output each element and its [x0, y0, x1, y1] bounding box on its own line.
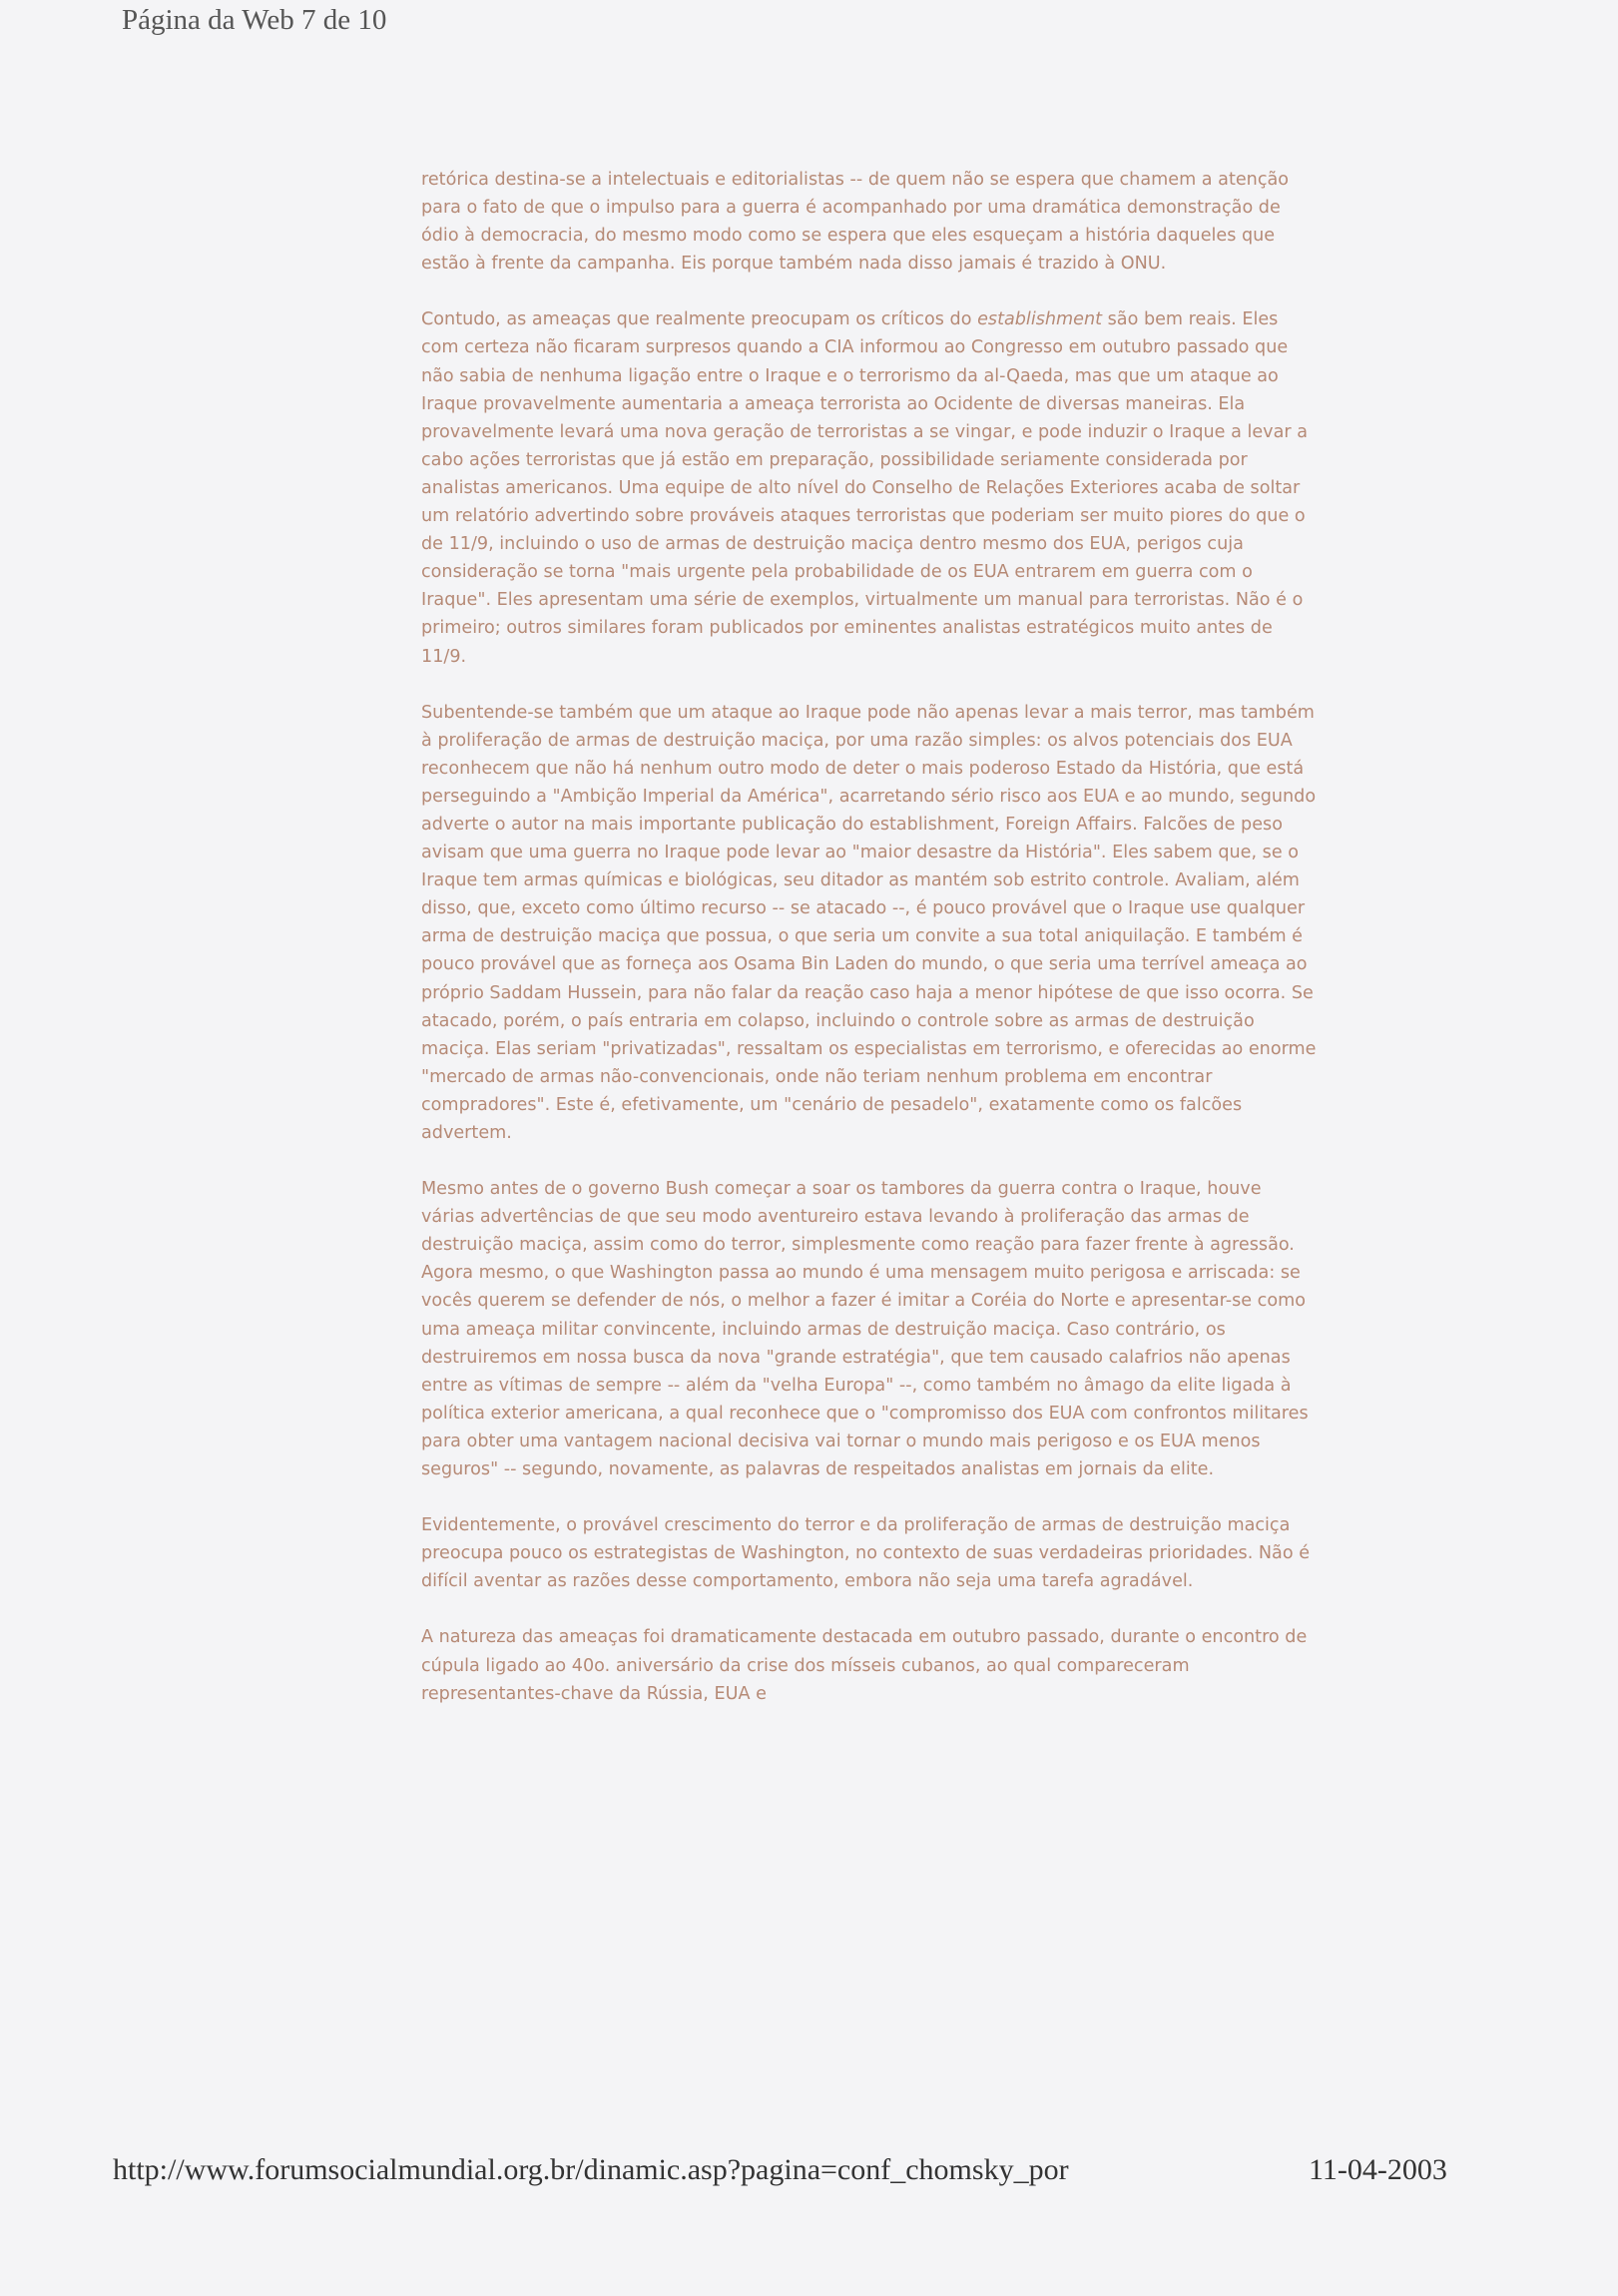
article-paragraph: A natureza das ameaças foi dramaticamente destacada em outubro passado, durante o encontro de cúpula ligado ao 40o. aniversário da crise dos mísseis cubanos, ao qual compareceram representantes-chave da Rússia, EUA e	[421, 1627, 1308, 1704]
article-paragraph: retórica destina-se a intelectuais e editorialistas -- de quem não se espera que chamem a atenção para o fato de que o impulso para a guerra é acompanhado por uma dramática demonstração de ódio à democracia, do mesmo modo como se espera que eles esqueçam a história daqueles que estão à frente da campanha. Eis porque também nada disso jamais é trazido à ONU.	[421, 170, 1290, 275]
footer-url: http://www.forumsocialmundial.org.br/dinamic.asp?pagina=conf_chomsky_por	[113, 2153, 1069, 2186]
footer-date: 11-04-2003	[1309, 2153, 1447, 2186]
article-paragraph: Subentende-se também que um ataque ao Iraque pode não apenas levar a mais terror, mas também à proliferação de armas de destruição maciça, por uma razão simples: os alvos potenciais dos EUA reconhecem que não há nenhum outro modo de deter o mais poderoso Estado da História, que está perseguindo a "Ambição Imperial da América", acarretando sério risco aos EUA e ao mundo, segundo adverte o autor na mais importante publicação do establishment, Foreign Affairs. Falcões de peso avisam que uma guerra no Iraque pode levar ao "maior desastre da História". Eles sabem que, se o Iraque tem armas químicas e biológicas, seu ditador as mantém sob estrito controle. Avaliam, além disso, que, exceto como último recurso -- se atacado --, é pouco provável que o Iraque use qualquer arma de destruição maciça que possua, o que seria um convite a sua total aniquilação. E também é pouco provável que as forneça aos Osama Bin Laden do mundo, o que seria uma terrível ameaça ao próprio Saddam Hussein, para não falar da reação caso haja a menor hipótese de que isso ocorra. Se atacado, porém, o país entraria em colapso, incluindo o controle sobre as armas de destruição maciça. Elas seriam "privatizadas", ressaltam os especialistas em terrorismo, e oferecidas ao enorme "mercado de armas não-convencionais, onde não teriam nenhum problema em encontrar compradores". Este é, efetivamente, um "cenário de pesadelo", exatamente como os falcões advertem.	[421, 702, 1317, 1143]
paragraph-lead: Contudo, as ameaças que realmente preocupam os críticos do	[421, 309, 978, 330]
emphasis-establishment: establishment	[977, 309, 1103, 330]
article-paragraph: Evidentemente, o provável crescimento do terror e da proliferação de armas de destruição maciça preocupa pouco os estrategistas de Washington, no contexto de suas verdadeiras prioridades. Não é difícil aventar as razões desse comportamento, embora não seja uma tarefa agradável.	[421, 1515, 1311, 1592]
paragraph-rest: são bem reais. Eles com certeza não ficaram surpresos quando a CIA informou ao Congresso em outubro passado que não sabia de nenhuma ligação entre o Iraque e o terrorismo da al-Qaeda, mas que um ataque ao Iraque provavelmente aumentaria a ameaça terrorista ao Ocidente de diversas maneiras. Ela provavelmente levará uma nova geração de terroristas a se vingar, e pode induzir o Iraque a levar a cabo ações terroristas que já estão em preparação, possibilidade seriamente considerada por analistas americanos. Uma equipe de alto nível do Conselho de Relações Exteriores acaba de soltar um relatório advertindo sobre prováveis ataques terroristas que poderiam ser muito piores do que o de 11/9, incluindo o uso de armas de destruição maciça dentro mesmo dos EUA, perigos cuja consideração se torna "mais urgente pela probabilidade de os EUA entrarem em guerra com o Iraque". Eles apresentam uma série de exemplos, virtualmente um manual para terroristas. Não é o primeiro; outros similares foram publicados por eminentes analistas estratégicos muito antes de 11/9.	[421, 309, 1308, 667]
article-body	[421, 166, 1320, 1736]
article-paragraph	[421, 305, 1320, 670]
page-counter: Página da Web 7 de 10	[122, 4, 387, 36]
article-paragraph: Mesmo antes de o governo Bush começar a soar os tambores da guerra contra o Iraque, houve várias advertências de que seu modo aventureiro estava levando à proliferação das armas de destruição maciça, assim como do terror, simplesmente como reação para fazer frente à agressão. Agora mesmo, o que Washington passa ao mundo é uma mensagem muito perigosa e arriscada: se vocês querem se defender de nós, o melhor a fazer é imitar a Coréia do Norte e apresentar-se como uma ameaça militar convincente, incluindo armas de destruição maciça. Caso contrário, os destruiremos em nossa busca da nova "grande estratégia", que tem causado calafrios não apenas entre as vítimas de sempre -- além da "velha Europa" --, como também no âmago da elite ligada à política exterior americana, a qual reconhece que o "compromisso dos EUA com confrontos militares para obter uma vantagem nacional decisiva vai tornar o mundo mais perigoso e os EUA menos seguros" -- segundo, novamente, as palavras de respeitados analistas em jornais da elite.	[421, 1179, 1309, 1480]
